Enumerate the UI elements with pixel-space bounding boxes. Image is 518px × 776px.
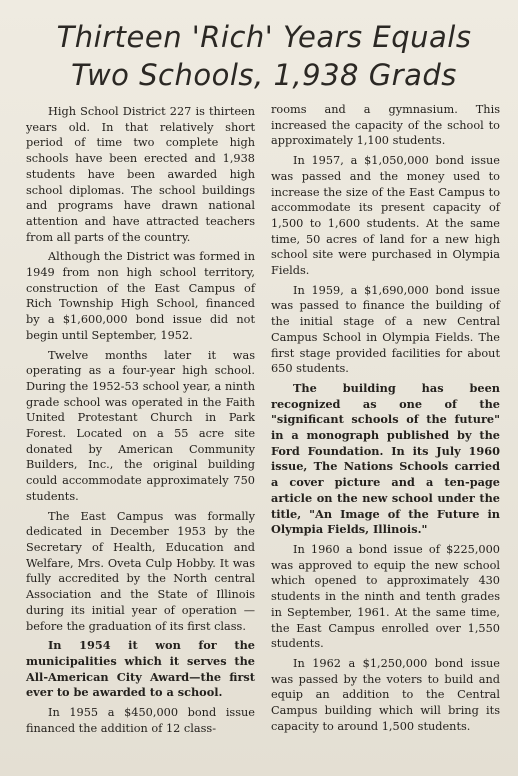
paragraph: In 1960 a bond issue of $225,000 was approved to equip the new school which opened to approximately 430 students in the ninth and tenth grades in September, 1961. At the same time, the East Campus enrolled over 1,550 students. <box>271 542 500 651</box>
headline-line-1: Thirteen 'Rich' Years Equals <box>56 20 472 54</box>
right-column <box>271 104 500 738</box>
headline <box>26 18 502 94</box>
bold-paragraph: The building has been recognized as one of the "significant schools of the future" in a monograph published by the Ford Foundation. In its July 1960 issue, The Nations Schools carried a cover picture and a ten-page article on the new school under the title, "An Image of the Future in Olympia Fields, Illinois." <box>271 380 500 537</box>
paragraph: In 1962 a $1,250,000 bond issue was passed by the voters to build and equip an addition to the Central Campus building which will bring its capacity to around 1,500 students. <box>271 656 500 733</box>
left-column <box>26 104 255 740</box>
paragraph: In 1957, a $1,050,000 bond issue was passed and the money used to increase the size of the East Campus to accommodate its present capacity of 1,500 to 1,600 students. At the same time, 50 acres of land for a new high school site were purchased in Olympia Fields. <box>271 154 500 278</box>
paragraph: In 1955 a $450,000 bond issue financed the addition of 12 class- <box>26 706 255 735</box>
article-body <box>26 104 502 740</box>
paragraph: Although the District was formed in 1949 from non high school territory, construction of the East Campus of Rich Township High School, financed by a $1,600,000 bond issue did not begin until September, 1952. <box>26 250 255 342</box>
paragraph: High School District 227 is thirteen years old. In that relatively short period of time two complete high schools have been erected and 1,938 students have been awarded high school diplomas. The school buildings and programs have drawn national attention and have attracted teachers from all parts of the country. <box>26 105 255 244</box>
paragraph: In 1959, a $1,690,000 bond issue was passed to finance the building of the initial stage of a new Central Campus School in Olympia Fields. The first stage provided facilities for about 650 students. <box>271 283 500 376</box>
paragraph: Twelve months later it was operating as a four-year high school. During the 1952-53 school year, a ninth grade school was operated in the Faith United Protestant Church in Park Forest. Located on a 55 acre site donated by American Community Builders, Inc., the original building could accommodate approximately 750 students. <box>26 348 255 503</box>
continued-paragraph: rooms and a gymnasium. This increased the capacity of the school to approximately 1,100 students. <box>271 103 500 148</box>
headline-line-2: Two Schools, 1,938 Grads <box>71 58 457 92</box>
paragraph: The East Campus was formally dedicated in December 1953 by the Secretary of Health, Education and Welfare, Mrs. Oveta Culp Hobby. It was fully accredited by the North central Association and the State of Illinois during its initial year of operation — before the graduation of its first class. <box>26 509 255 633</box>
bold-paragraph: In 1954 it won for the municipalities which it serves the All-American City Award—the first ever to be awarded to a school. <box>26 638 255 700</box>
